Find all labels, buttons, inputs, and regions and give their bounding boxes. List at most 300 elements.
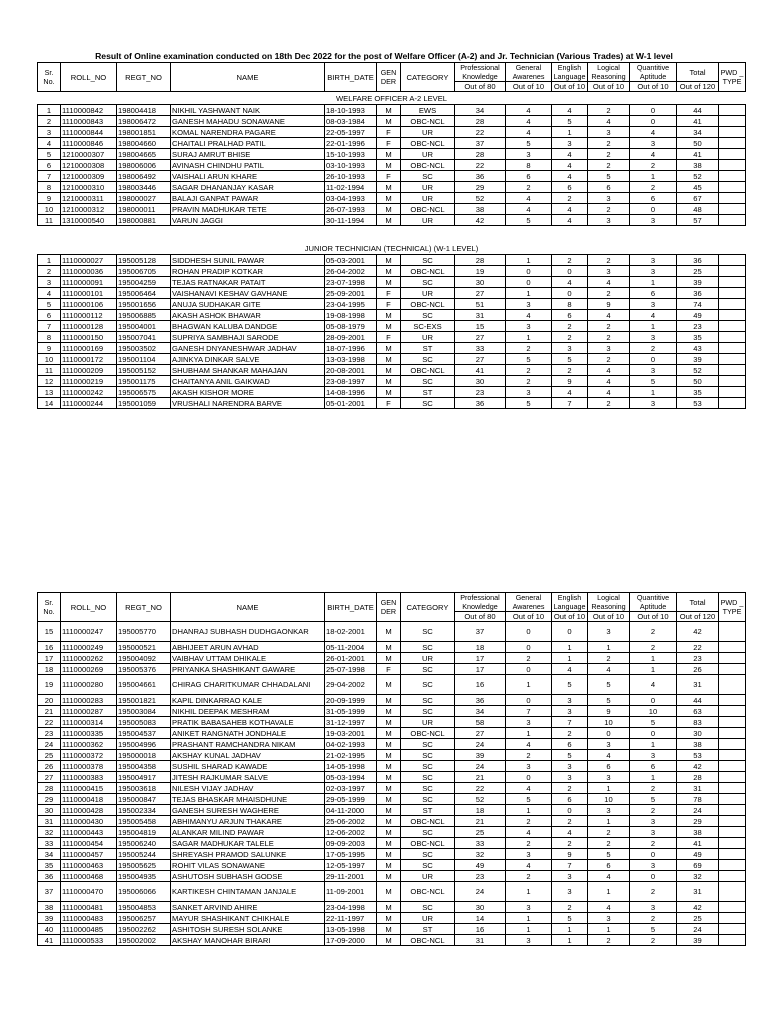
table-row — [38, 116, 746, 127]
cell-regt-no: 198003446 — [117, 182, 171, 193]
cell-total: 24 — [677, 805, 719, 816]
cell-sr-no: 13 — [38, 387, 61, 398]
table-row — [38, 622, 746, 642]
cell-total: 43 — [677, 343, 719, 354]
cell-total: 63 — [677, 706, 719, 717]
cell-gender: M — [377, 772, 401, 783]
cell-gender: M — [377, 105, 401, 116]
cell-total: 29 — [677, 816, 719, 827]
cell-name: AVINASH CHINDHU PATIL — [171, 160, 325, 171]
cell-pwd-type — [719, 299, 746, 310]
cell-roll-no: 1110000457 — [61, 849, 117, 860]
cell-logical: 10 — [588, 717, 630, 728]
cell-category: SC — [401, 622, 455, 642]
cell-birth-date: 14-05-1998 — [325, 761, 377, 772]
cell-pwd-type — [719, 310, 746, 321]
cell-english: 1 — [552, 642, 588, 653]
cell-general: 6 — [506, 171, 552, 182]
cell-english: 3 — [552, 761, 588, 772]
cell-birth-date: 18-02-2001 — [325, 622, 377, 642]
cell-gender: M — [377, 310, 401, 321]
cell-general: 3 — [506, 387, 552, 398]
cell-regt-no: 195001656 — [117, 299, 171, 310]
cell-total: 42 — [677, 622, 719, 642]
cell-sr-no: 10 — [38, 354, 61, 365]
table-row — [38, 149, 746, 160]
cell-sr-no: 2 — [38, 116, 61, 127]
cell-english: 4 — [552, 277, 588, 288]
cell-category: OBC-NCL — [401, 365, 455, 376]
cell-gender: M — [377, 376, 401, 387]
cell-logical: 1 — [588, 642, 630, 653]
cell-gender: M — [377, 827, 401, 838]
cell-birth-date: 26-07-1993 — [325, 204, 377, 215]
table-row — [38, 321, 746, 332]
cell-general: 0 — [506, 642, 552, 653]
col-header-logical: Logical Reasoning — [588, 63, 630, 82]
cell-logical: 4 — [588, 664, 630, 675]
cell-regt-no: 195004537 — [117, 728, 171, 739]
cell-sr-no: 1 — [38, 105, 61, 116]
cell-quant: 0 — [630, 871, 677, 882]
cell-birth-date: 22-05-1997 — [325, 127, 377, 138]
cell-category: UR — [401, 871, 455, 882]
cell-gender: F — [377, 299, 401, 310]
cell-general: 4 — [506, 310, 552, 321]
cell-category: EWS — [401, 105, 455, 116]
cell-logical: 1 — [588, 882, 630, 902]
cell-roll-no: 1110000283 — [61, 695, 117, 706]
table-row — [38, 343, 746, 354]
cell-category: SC — [401, 794, 455, 805]
table-row — [38, 706, 746, 717]
table-row — [38, 138, 746, 149]
cell-english: 6 — [552, 182, 588, 193]
cell-sr-no: 1 — [38, 255, 61, 266]
cell-gender: M — [377, 365, 401, 376]
cell-regt-no: 195006885 — [117, 310, 171, 321]
col-header-name: NAME — [171, 63, 325, 92]
cell-logical: 2 — [588, 321, 630, 332]
cell-name: AKASH KISHOR MORE — [171, 387, 325, 398]
cell-birth-date: 11-09-2001 — [325, 882, 377, 902]
cell-professional: 28 — [455, 116, 506, 127]
cell-name: PRIYANKA SHASHIKANT GAWARE — [171, 664, 325, 675]
cell-roll-no: 1110000106 — [61, 299, 117, 310]
table-row — [38, 288, 746, 299]
cell-logical: 2 — [588, 827, 630, 838]
cell-roll-no: 1110000244 — [61, 398, 117, 409]
cell-quant: 3 — [630, 750, 677, 761]
cell-english: 3 — [552, 343, 588, 354]
table-row — [38, 266, 746, 277]
cell-regt-no: 195000018 — [117, 750, 171, 761]
cell-professional: 30 — [455, 277, 506, 288]
cell-total: 41 — [677, 838, 719, 849]
col-header-general: General Awarenes — [506, 63, 552, 82]
cell-general: 4 — [506, 105, 552, 116]
cell-general: 2 — [506, 871, 552, 882]
cell-total: 39 — [677, 935, 719, 946]
cell-pwd-type — [719, 182, 746, 193]
cell-logical: 2 — [588, 398, 630, 409]
table-row — [38, 935, 746, 946]
cell-category: ST — [401, 805, 455, 816]
cell-english: 3 — [552, 695, 588, 706]
cell-gender: M — [377, 871, 401, 882]
cell-pwd-type — [719, 365, 746, 376]
cell-pwd-type — [719, 255, 746, 266]
cell-general: 1 — [506, 332, 552, 343]
cell-professional: 34 — [455, 105, 506, 116]
cell-gender: M — [377, 215, 401, 226]
cell-regt-no: 198006492 — [117, 171, 171, 182]
cell-pwd-type — [719, 622, 746, 642]
cell-sr-no: 28 — [38, 783, 61, 794]
table-row — [38, 717, 746, 728]
cell-logical: 10 — [588, 794, 630, 805]
section-heading: JUNIOR TECHNICIAN (TECHNICAL) (W-1 LEVEL) — [304, 244, 479, 253]
cell-regt-no: 195003502 — [117, 343, 171, 354]
cell-category: UR — [401, 913, 455, 924]
cell-roll-no: 1110000485 — [61, 924, 117, 935]
col-header-sr-no: Sr. No. — [38, 63, 61, 92]
cell-category: SC — [401, 398, 455, 409]
cell-professional: 14 — [455, 913, 506, 924]
cell-gender: M — [377, 266, 401, 277]
cell-quant: 3 — [630, 827, 677, 838]
cell-quant: 6 — [630, 193, 677, 204]
cell-english: 8 — [552, 299, 588, 310]
cell-english: 4 — [552, 387, 588, 398]
cell-roll-no: 1110000172 — [61, 354, 117, 365]
cell-logical: 6 — [588, 761, 630, 772]
cell-name: GANESH MAHADU SONAWANE — [171, 116, 325, 127]
cell-total: 26 — [677, 664, 719, 675]
table-row — [38, 664, 746, 675]
cell-gender: F — [377, 171, 401, 182]
cell-quant: 3 — [630, 332, 677, 343]
cell-regt-no: 195002262 — [117, 924, 171, 935]
cell-professional: 42 — [455, 215, 506, 226]
col-header-quant: Quantitive Aptitude — [630, 63, 677, 82]
cell-professional: 36 — [455, 398, 506, 409]
cell-sr-no: 30 — [38, 805, 61, 816]
cell-total: 52 — [677, 171, 719, 182]
cell-sr-no: 25 — [38, 750, 61, 761]
table-row — [38, 398, 746, 409]
cell-birth-date: 05-03-2001 — [325, 255, 377, 266]
cell-gender: M — [377, 622, 401, 642]
cell-logical: 6 — [588, 182, 630, 193]
cell-birth-date: 12-05-1997 — [325, 860, 377, 871]
cell-regt-no: 198004660 — [117, 138, 171, 149]
cell-logical: 3 — [588, 772, 630, 783]
col-header-sr-no: Sr. No. — [38, 593, 61, 622]
cell-sr-no: 7 — [38, 321, 61, 332]
cell-birth-date: 03-10-1993 — [325, 160, 377, 171]
cell-sr-no: 32 — [38, 827, 61, 838]
table-row — [38, 675, 746, 695]
cell-pwd-type — [719, 398, 746, 409]
col-header-roll-no: ROLL_NO — [61, 63, 117, 92]
cell-general: 3 — [506, 299, 552, 310]
cell-pwd-type — [719, 266, 746, 277]
cell-logical: 3 — [588, 622, 630, 642]
cell-logical: 2 — [588, 653, 630, 664]
cell-gender: M — [377, 902, 401, 913]
cell-category: OBC-NCL — [401, 816, 455, 827]
cell-logical: 1 — [588, 816, 630, 827]
cell-gender: M — [377, 805, 401, 816]
cell-name: NILESH VIJAY JADHAV — [171, 783, 325, 794]
cell-name: CHAITALI PRALHAD PATIL — [171, 138, 325, 149]
cell-roll-no: 1110000036 — [61, 266, 117, 277]
cell-sr-no: 14 — [38, 398, 61, 409]
section-spacer — [38, 226, 746, 243]
section-heading: WELFARE OFFICER A-2 LEVEL — [336, 94, 447, 103]
table-row — [38, 653, 746, 664]
table-row — [38, 761, 746, 772]
cell-roll-no: 1110000287 — [61, 706, 117, 717]
cell-general: 4 — [506, 116, 552, 127]
cell-logical: 2 — [588, 255, 630, 266]
cell-general: 5 — [506, 398, 552, 409]
cell-name: SAGAR DHANANJAY KASAR — [171, 182, 325, 193]
cell-english: 1 — [552, 935, 588, 946]
col-header-max-marks: Out of 10 — [630, 82, 677, 92]
cell-name: VAISHALI ARUN KHARE — [171, 171, 325, 182]
cell-regt-no: 195004358 — [117, 761, 171, 772]
cell-roll-no: 1210000309 — [61, 171, 117, 182]
cell-category: OBC-NCL — [401, 838, 455, 849]
col-header-gender: GEN DER — [377, 63, 401, 92]
cell-pwd-type — [719, 675, 746, 695]
cell-gender: M — [377, 193, 401, 204]
cell-english: 0 — [552, 622, 588, 642]
cell-sr-no: 22 — [38, 717, 61, 728]
cell-quant: 3 — [630, 816, 677, 827]
cell-name: ANUJA SUDHAKAR GITE — [171, 299, 325, 310]
cell-regt-no: 195003084 — [117, 706, 171, 717]
cell-professional: 24 — [455, 761, 506, 772]
cell-professional: 29 — [455, 182, 506, 193]
cell-professional: 23 — [455, 871, 506, 882]
cell-sr-no: 9 — [38, 193, 61, 204]
cell-birth-date: 11-02-1994 — [325, 182, 377, 193]
cell-pwd-type — [719, 105, 746, 116]
cell-general: 3 — [506, 761, 552, 772]
cell-english: 2 — [552, 728, 588, 739]
cell-general: 2 — [506, 816, 552, 827]
cell-name: VAISHANAVI KESHAV GAVHANE — [171, 288, 325, 299]
cell-roll-no: 1110000483 — [61, 913, 117, 924]
cell-name: JITESH RAJKUMAR SALVE — [171, 772, 325, 783]
cell-regt-no: 195006257 — [117, 913, 171, 924]
cell-sr-no: 7 — [38, 171, 61, 182]
cell-total: 78 — [677, 794, 719, 805]
cell-name: NIKHIL DEEPAK MESHRAM — [171, 706, 325, 717]
table-row — [38, 924, 746, 935]
cell-category: OBC-NCL — [401, 160, 455, 171]
cell-sr-no: 38 — [38, 902, 61, 913]
cell-pwd-type — [719, 695, 746, 706]
cell-roll-no: 1110000027 — [61, 255, 117, 266]
cell-total: 50 — [677, 138, 719, 149]
cell-professional: 33 — [455, 838, 506, 849]
cell-regt-no: 195006705 — [117, 266, 171, 277]
table-row — [38, 783, 746, 794]
cell-quant: 1 — [630, 171, 677, 182]
cell-total: 38 — [677, 160, 719, 171]
cell-sr-no: 4 — [38, 138, 61, 149]
cell-gender: M — [377, 675, 401, 695]
cell-pwd-type — [719, 387, 746, 398]
cell-regt-no: 195004996 — [117, 739, 171, 750]
cell-roll-no: 1110000463 — [61, 860, 117, 871]
cell-professional: 16 — [455, 675, 506, 695]
table-row — [38, 816, 746, 827]
cell-roll-no: 1110000112 — [61, 310, 117, 321]
cell-total: 25 — [677, 266, 719, 277]
col-header-max-marks: Out of 10 — [552, 612, 588, 622]
cell-logical: 2 — [588, 935, 630, 946]
cell-english: 3 — [552, 706, 588, 717]
col-header-birth-date: BIRTH_DATE — [325, 593, 377, 622]
cell-birth-date: 08-03-1984 — [325, 116, 377, 127]
cell-regt-no: 195004819 — [117, 827, 171, 838]
cell-pwd-type — [719, 193, 746, 204]
cell-category: SC — [401, 255, 455, 266]
cell-name: SHUBHAM SHANKAR MAHAJAN — [171, 365, 325, 376]
cell-english: 4 — [552, 827, 588, 838]
cell-gender: F — [377, 138, 401, 149]
cell-quant: 4 — [630, 675, 677, 695]
cell-quant: 5 — [630, 924, 677, 935]
col-header-birth-date: BIRTH_DATE — [325, 63, 377, 92]
table-row — [38, 772, 746, 783]
cell-roll-no: 1310000540 — [61, 215, 117, 226]
cell-name: AKSHAY KUNAL JADHAV — [171, 750, 325, 761]
col-header-max-marks: Out of 10 — [506, 82, 552, 92]
cell-category: SC — [401, 783, 455, 794]
cell-total: 24 — [677, 924, 719, 935]
cell-english: 3 — [552, 882, 588, 902]
cell-logical: 0 — [588, 728, 630, 739]
cell-roll-no: 1110000242 — [61, 387, 117, 398]
cell-professional: 22 — [455, 127, 506, 138]
cell-quant: 5 — [630, 794, 677, 805]
cell-professional: 37 — [455, 622, 506, 642]
cell-category: SC — [401, 664, 455, 675]
cell-gender: M — [377, 354, 401, 365]
cell-roll-no: 1110000415 — [61, 783, 117, 794]
cell-birth-date: 18-10-1993 — [325, 105, 377, 116]
table-row — [38, 332, 746, 343]
col-header-max-marks: Out of 10 — [588, 82, 630, 92]
cell-professional: 22 — [455, 783, 506, 794]
cell-name: ROHIT VILAS SONAWANE — [171, 860, 325, 871]
cell-name: VRUSHALI NARENDRA BARVE — [171, 398, 325, 409]
cell-professional: 23 — [455, 387, 506, 398]
cell-total: 49 — [677, 310, 719, 321]
cell-total: 49 — [677, 849, 719, 860]
cell-pwd-type — [719, 354, 746, 365]
cell-category: SC — [401, 750, 455, 761]
table-row — [38, 160, 746, 171]
cell-english: 4 — [552, 664, 588, 675]
cell-general: 4 — [506, 860, 552, 871]
cell-english: 0 — [552, 288, 588, 299]
cell-gender: M — [377, 255, 401, 266]
cell-logical: 4 — [588, 310, 630, 321]
cell-regt-no: 195001059 — [117, 398, 171, 409]
cell-total: 41 — [677, 116, 719, 127]
cell-general: 2 — [506, 653, 552, 664]
cell-general: 5 — [506, 138, 552, 149]
cell-sr-no: 11 — [38, 215, 61, 226]
cell-english: 4 — [552, 215, 588, 226]
cell-category: UR — [401, 653, 455, 664]
cell-pwd-type — [719, 321, 746, 332]
cell-roll-no: 1110000470 — [61, 882, 117, 902]
col-header-total: Total — [677, 593, 719, 612]
cell-birth-date: 29-04-2002 — [325, 675, 377, 695]
cell-category: SC — [401, 354, 455, 365]
cell-total: 32 — [677, 871, 719, 882]
cell-roll-no: 1110000443 — [61, 827, 117, 838]
cell-gender: M — [377, 695, 401, 706]
cell-english: 9 — [552, 376, 588, 387]
header-row — [38, 593, 746, 612]
cell-logical: 2 — [588, 105, 630, 116]
cell-category: SC — [401, 739, 455, 750]
cell-name: PRAVIN MADHUKAR TETE — [171, 204, 325, 215]
cell-gender: M — [377, 343, 401, 354]
cell-quant: 3 — [630, 860, 677, 871]
col-header-regt-no: REGT_NO — [117, 63, 171, 92]
cell-regt-no: 198006472 — [117, 116, 171, 127]
cell-gender: M — [377, 204, 401, 215]
cell-pwd-type — [719, 653, 746, 664]
cell-name: ANIKET RANGNATH JONDHALE — [171, 728, 325, 739]
cell-english: 2 — [552, 332, 588, 343]
cell-quant: 0 — [630, 849, 677, 860]
cell-professional: 16 — [455, 924, 506, 935]
cell-general: 2 — [506, 182, 552, 193]
cell-regt-no: 195003618 — [117, 783, 171, 794]
cell-logical: 3 — [588, 193, 630, 204]
cell-english: 5 — [552, 354, 588, 365]
cell-category: SC — [401, 642, 455, 653]
cell-roll-no: 1110000846 — [61, 138, 117, 149]
cell-english: 5 — [552, 750, 588, 761]
cell-general: 5 — [506, 794, 552, 805]
cell-regt-no: 195005083 — [117, 717, 171, 728]
cell-gender: F — [377, 127, 401, 138]
cell-english: 4 — [552, 204, 588, 215]
cell-logical: 2 — [588, 160, 630, 171]
cell-birth-date: 29-05-1999 — [325, 794, 377, 805]
cell-birth-date: 28-09-2001 — [325, 332, 377, 343]
cell-professional: 30 — [455, 376, 506, 387]
cell-general: 4 — [506, 739, 552, 750]
cell-category: UR — [401, 182, 455, 193]
cell-gender: M — [377, 387, 401, 398]
col-header-max-marks: Out of 10 — [506, 612, 552, 622]
cell-general: 4 — [506, 827, 552, 838]
col-header-pwd: PWD _ TYPE — [719, 593, 746, 622]
